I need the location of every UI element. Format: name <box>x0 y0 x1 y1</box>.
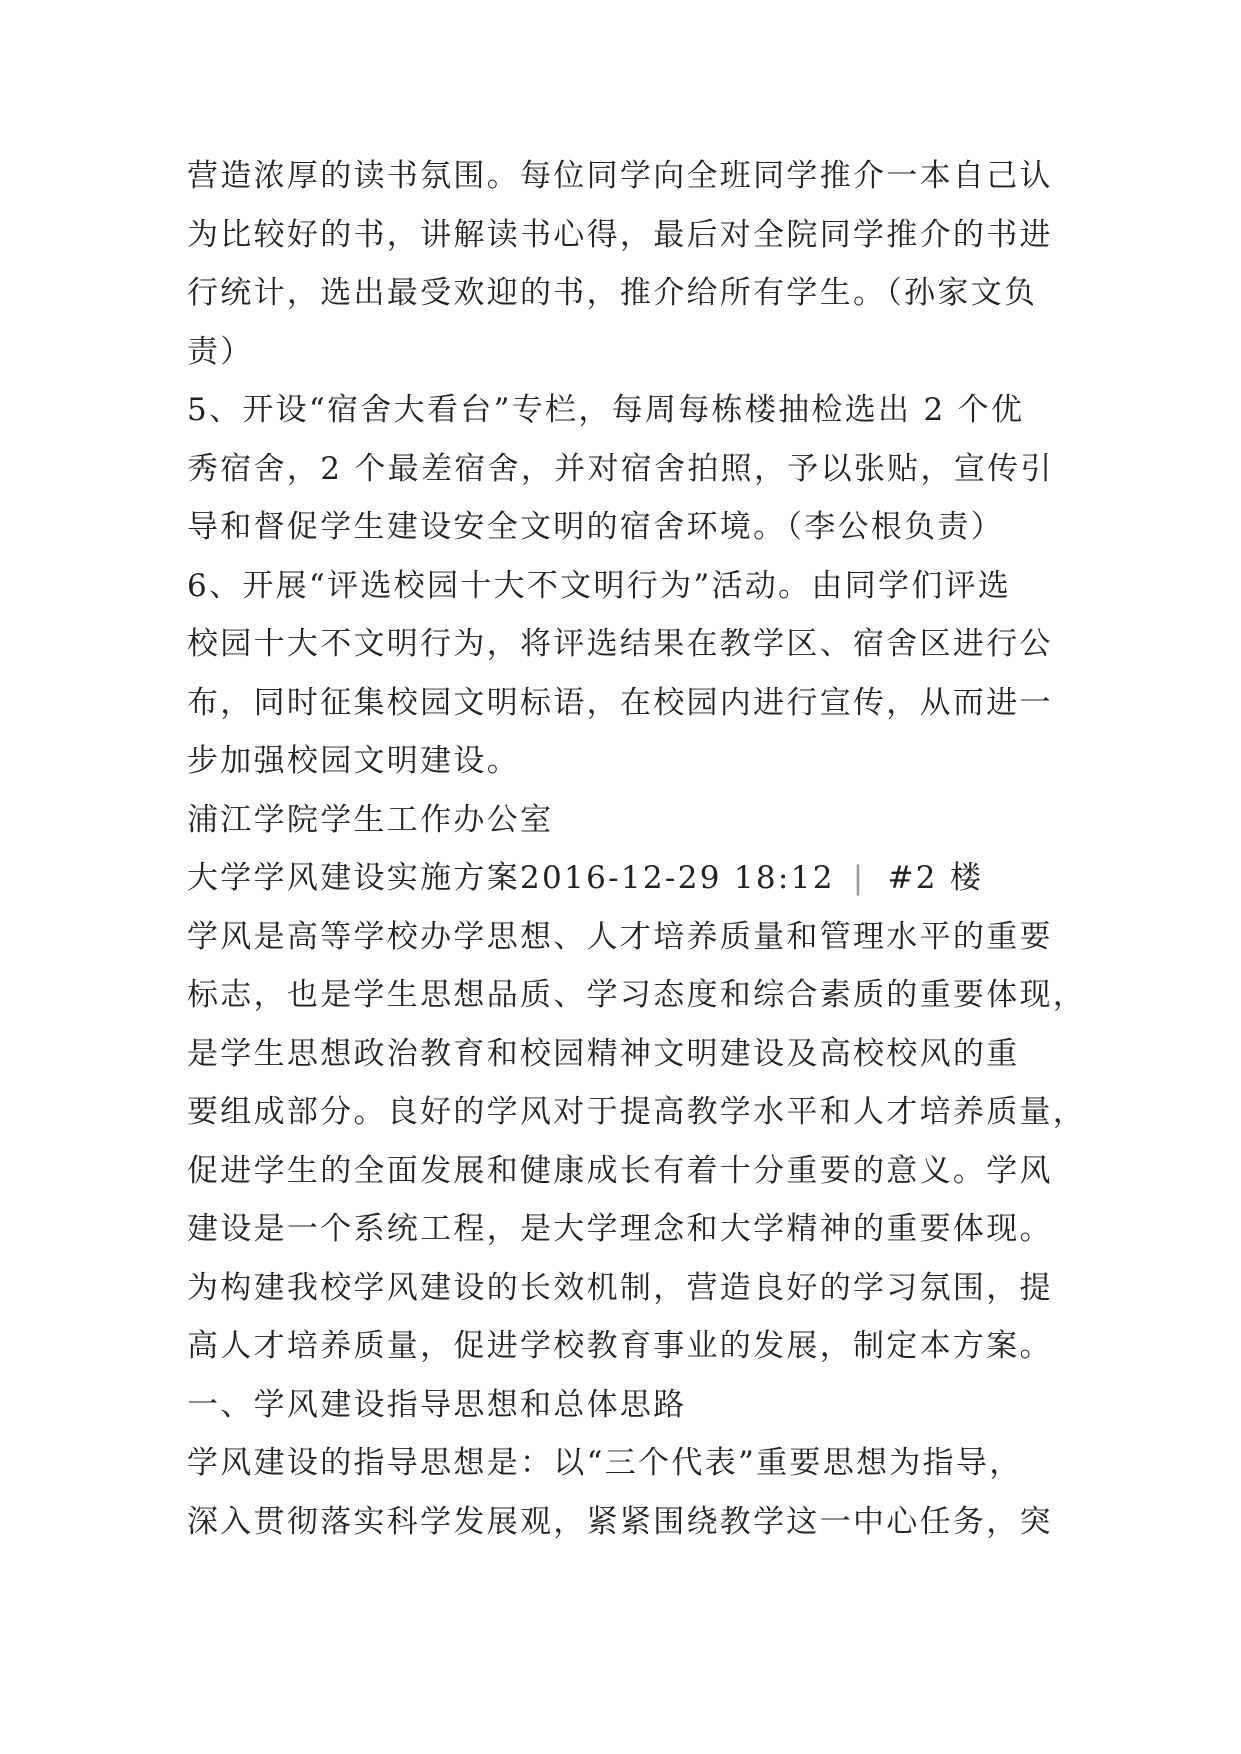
text-line: 6、开展“评选校园十大不文明行为”活动。由同学们评选 <box>187 567 1012 604</box>
text-line: 要组成部分。良好的学风对于提高教学水平和人才培养质量， <box>187 1094 1087 1130</box>
text-line: 营造浓厚的读书氛围。每位同学向全班同学推介一本自己认 <box>187 158 1053 194</box>
text-line: 学风建设的指导思想是：以“三个代表”重要思想为指导， <box>187 1445 1023 1481</box>
text-line: 深入贯彻落实科学发展观，紧紧围绕教学这一中心任务，突 <box>187 1503 1053 1540</box>
text-line: 责） <box>187 333 254 370</box>
text-line: 高人才培养质量，促进学校教育事业的发展，制定本方案。 <box>187 1328 1053 1364</box>
text-line: 布，同时征集校园文明标语，在校园内进行宣传，从而进一 <box>187 684 1053 721</box>
text-line: 5、开设“宿舍大看台”专栏，每周每栋楼抽检选出 2 个优 <box>187 392 1025 428</box>
post-separator: | <box>852 860 866 896</box>
text-line: 校园十大不文明行为，将评选结果在教学区、宿舍区进行公 <box>187 626 1053 662</box>
document-body <box>187 147 1087 1551</box>
text-line: 是学生思想政治教育和校园精神文明建设及高校校风的重 <box>187 1035 1020 1072</box>
post-header <box>187 849 1067 908</box>
post-title: 大学学风建设实施方案 <box>187 860 520 896</box>
text-line: 秀宿舍，2 个最差宿舍，并对宿舍拍照，予以张贴，宣传引 <box>187 450 1054 487</box>
text-line: 学风是高等学校办学思想、人才培养质量和管理水平的重要 <box>187 918 1053 955</box>
office-signature: 浦江学院学生工作办公室 <box>187 801 554 838</box>
text-line: 行统计，选出最受欢迎的书，推介给所有学生。（孙家文负 <box>187 275 1038 311</box>
post-datetime: 2016-12-29 18:12 <box>520 860 835 896</box>
text-line: 步加强校园文明建设。 <box>187 743 520 779</box>
text-line: 为比较好的书，讲解读书心得，最后对全院同学推介的书进 <box>187 216 1053 253</box>
text-line: 为构建我校学风建设的长效机制，营造良好的学习氛围，提 <box>187 1269 1053 1306</box>
section-heading: 一、学风建设指导思想和总体思路 <box>187 1386 687 1423</box>
text-line: 促进学生的全面发展和健康成长有着十分重要的意义。学风 <box>187 1152 1053 1189</box>
text-line: 建设是一个系统工程，是大学理念和大学精神的重要体现。 <box>187 1211 1053 1247</box>
text-line: 标志，也是学生思想品质、学习态度和综合素质的重要体现， <box>187 977 1087 1013</box>
post-floor: #2 楼 <box>887 860 984 896</box>
text-line: 导和督促学生建设安全文明的宿舍环境。（李公根负责） <box>187 509 1004 545</box>
